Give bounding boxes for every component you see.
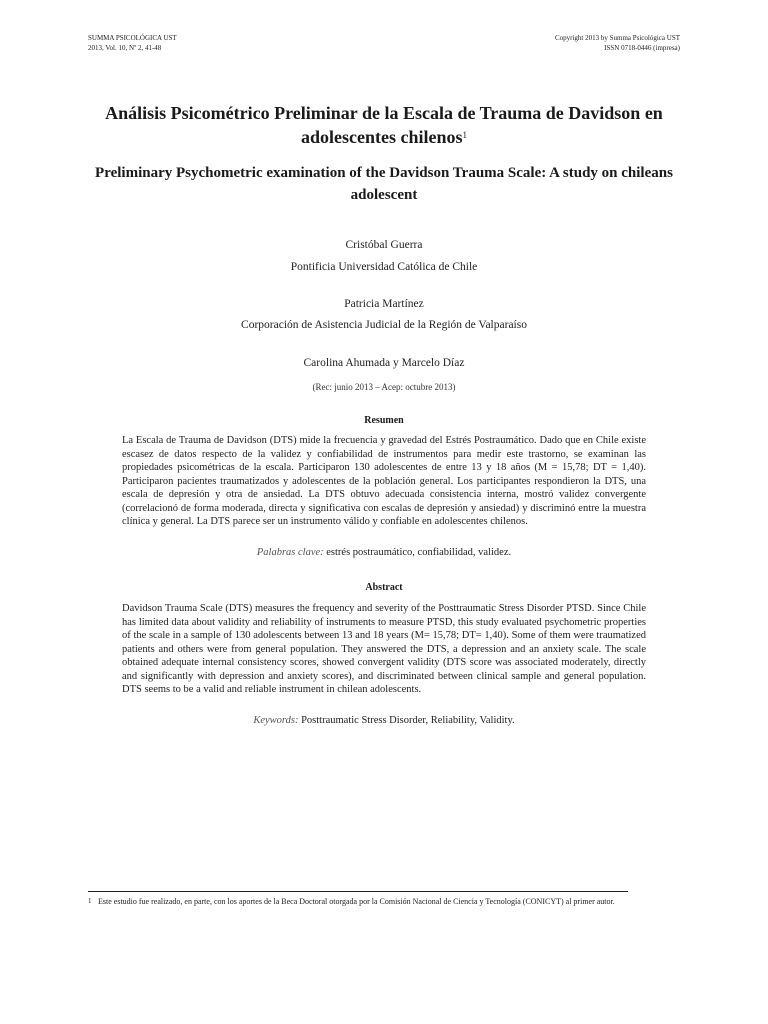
journal-header-right	[555, 33, 680, 53]
author-affiliation: Pontificia Universidad Católica de Chile	[290, 261, 478, 273]
author-affiliation: Corporación de Asistencia Judicial de la Región de Valparaíso	[241, 319, 527, 331]
title-footnote-mark[interactable]: 1	[462, 130, 467, 140]
footnote-text: Este estudio fue realizado, en parte, con los aportes de la Beca Doctoral otorgada por la Comisión Nacional de Ciencia y Tecnología (CONICYT) al primer autor.	[98, 897, 615, 906]
keywords-label: Palabras clave:	[256, 547, 324, 558]
abstract-keywords	[0, 715, 768, 726]
footnote	[88, 896, 680, 908]
journal-volume: 2013, Vol. 10, Nº 2, 41-48	[88, 44, 162, 52]
keywords-label: Keywords:	[253, 715, 299, 726]
journal-header-left	[88, 33, 177, 53]
footnote-mark: 1	[88, 897, 92, 905]
title-english: Preliminary Psychometric examination of the Davidson Trauma Scale: A study on chileans adolescent	[95, 165, 673, 203]
resumen-heading: Resumen	[364, 415, 404, 426]
keywords-list: estrés postraumático, confiabilidad, validez.	[326, 547, 512, 558]
author-name: Patricia Martínez	[344, 298, 424, 310]
abstract-body: Davidson Trauma Scale (DTS) measures the frequency and severity of the Posttraumatic Stress Disorder PTSD. Since Chile has limited data about validity and reliability of instruments to measure PTSD, this study evaluated psychometric properties of the scale in a sample of 130 adolescents between 13 and 18 years (M= 15,78; DT= 1,40). Some of them were traumatized patients and others were from general population. They answered the DTS, a depression and an anxiety scale. The scale obtained adequate internal consistency scores, showed convergent validity (DTS score was associated moderately, directly and significantly with depression and anxiety scores), and discriminated between clinical sample and general population. DTS seems to be a valid and reliable instrument in chilean adolescents.	[122, 603, 646, 695]
author-name: Cristóbal Guerra	[345, 239, 423, 251]
author-name: Carolina Ahumada y Marcelo Díaz	[303, 357, 465, 369]
resumen-body: La Escala de Trauma de Davidson (DTS) mide la frecuencia y gravedad del Estrés Postraumático. Dado que en Chile existe escasez de datos respecto de la validez y confiabilidad de instrumentos para medir este trastorno, se examinan las propiedades psicométricas de la escala. Participaron 130 adolescentes de entre 13 y 18 años (M = 15,78; DT = 1,40). Participaron pacientes traumatizados y adolescentes de la población general. Los participantes respondieron la DTS, una escala de depresión y otra de ansiedad. La DTS obtuvo adecuada consistencia interna, mostró validez convergente (correlacionó de forma moderada, directa y significativa con escalas de depresión y ansiedad) y discriminó entre la muestra clínica y general. La DTS parece ser un instrumento válido y confiable en adolescentes chilenos.	[122, 435, 646, 527]
copyright-line: Copyright 2013 by Summa Psicológica UST	[554, 34, 680, 42]
keywords-list: Posttraumatic Stress Disorder, Reliability, Validity.	[301, 715, 515, 726]
issn-line: ISSN 0718-0446 (impresa)	[604, 44, 680, 52]
footnote-divider	[88, 891, 628, 892]
resumen-keywords	[0, 547, 768, 558]
title-spanish-text: Análisis Psicométrico Preliminar de la Escala de Trauma de Davidson en adolescentes chilenos	[105, 103, 663, 147]
journal-name: SUMMA PSICOLÓGICA UST	[88, 34, 177, 42]
title-spanish	[70, 101, 698, 149]
abstract-heading: Abstract	[365, 582, 403, 593]
received-accepted-dates: (Rec: junio 2013 – Acep: octubre 2013)	[312, 382, 456, 392]
